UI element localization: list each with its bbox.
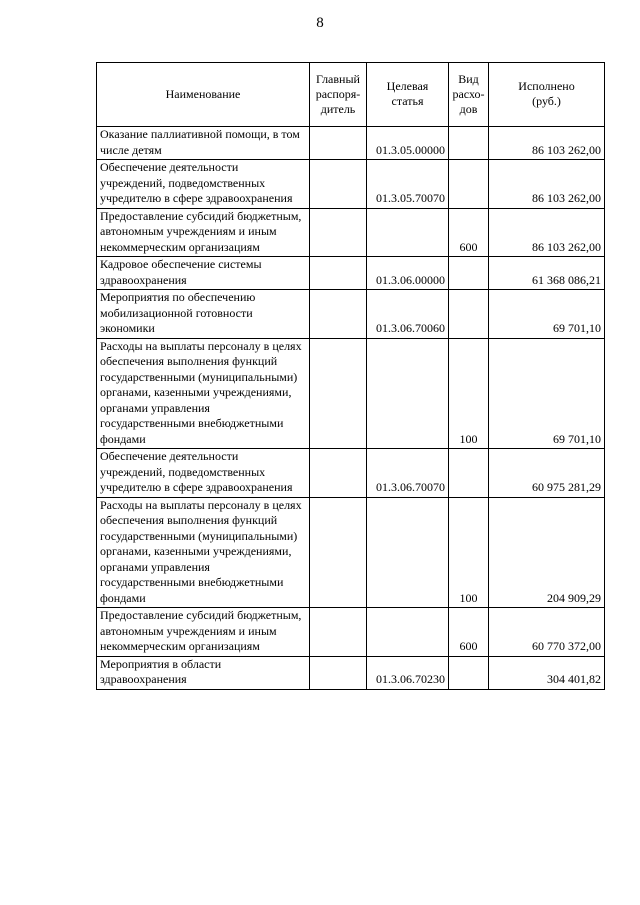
row-kind bbox=[449, 257, 489, 290]
row-manager bbox=[310, 127, 367, 160]
row-manager bbox=[310, 449, 367, 498]
row-done: 69 701,10 bbox=[489, 338, 605, 449]
expenditure-table bbox=[96, 62, 605, 690]
header-name-label: Наименование bbox=[165, 86, 241, 101]
row-article bbox=[367, 608, 449, 657]
row-done: 86 103 262,00 bbox=[489, 127, 605, 160]
table-row bbox=[97, 338, 605, 449]
table-row bbox=[97, 127, 605, 160]
header-manager-line1: Главный bbox=[316, 71, 360, 86]
row-kind: 600 bbox=[449, 608, 489, 657]
row-article bbox=[367, 338, 449, 449]
header-manager-line2: распоря- bbox=[315, 86, 361, 101]
row-manager bbox=[310, 656, 367, 689]
header-manager-line3: дитель bbox=[320, 101, 356, 116]
row-kind: 100 bbox=[449, 497, 489, 608]
row-manager bbox=[310, 338, 367, 449]
header-kind bbox=[449, 63, 489, 127]
row-done: 204 909,29 bbox=[489, 497, 605, 608]
row-manager bbox=[310, 290, 367, 339]
row-name: Обеспечение деятельности учреждений, подведомственных учредителю в сфере здравоохранения bbox=[97, 160, 310, 209]
row-kind bbox=[449, 160, 489, 209]
header-manager bbox=[310, 63, 367, 127]
header-article-line2: статья bbox=[391, 94, 424, 108]
row-kind bbox=[449, 449, 489, 498]
row-article: 01.3.05.70070 bbox=[367, 160, 449, 209]
row-done: 60 975 281,29 bbox=[489, 449, 605, 498]
header-kind-line1: Вид bbox=[458, 71, 479, 86]
row-name: Мероприятия в области здравоохранения bbox=[97, 656, 310, 689]
row-article: 01.3.06.70060 bbox=[367, 290, 449, 339]
row-done: 86 103 262,00 bbox=[489, 160, 605, 209]
header-done bbox=[489, 63, 605, 127]
row-done: 60 770 372,00 bbox=[489, 608, 605, 657]
row-manager bbox=[310, 208, 367, 257]
row-name: Расходы на выплаты персоналу в целях обеспечения выполнения функций государственными (муниципальными) органами, казенными учреждениями, органами управления государственными внебюджетными фондами bbox=[97, 497, 310, 608]
header-done-line2: (руб.) bbox=[532, 94, 561, 108]
row-manager bbox=[310, 257, 367, 290]
header-kind-line3: дов bbox=[459, 101, 478, 116]
page-number: 8 bbox=[316, 15, 324, 31]
header-done-line1: Исполнено bbox=[518, 79, 575, 93]
header-article-line1: Целевая bbox=[386, 79, 429, 93]
row-name: Кадровое обеспечение системы здравоохранения bbox=[97, 257, 310, 290]
row-name: Предоставление субсидий бюджетным, автономным учреждениям и иным некоммерческим организациям bbox=[97, 208, 310, 257]
row-name: Оказание паллиативной помощи, в том числе детям bbox=[97, 127, 310, 160]
row-done: 86 103 262,00 bbox=[489, 208, 605, 257]
row-article: 01.3.05.00000 bbox=[367, 127, 449, 160]
row-name: Расходы на выплаты персоналу в целях обеспечения выполнения функций государственными (муниципальными) органами, казенными учреждениями, органами управления государственными внебюджетными фондами bbox=[97, 338, 310, 449]
table-row bbox=[97, 608, 605, 657]
row-name: Предоставление субсидий бюджетным, автономным учреждениям и иным некоммерческим организациям bbox=[97, 608, 310, 657]
table-row bbox=[97, 208, 605, 257]
row-article bbox=[367, 497, 449, 608]
row-article: 01.3.06.70230 bbox=[367, 656, 449, 689]
row-manager bbox=[310, 160, 367, 209]
row-article bbox=[367, 208, 449, 257]
row-manager bbox=[310, 497, 367, 608]
row-kind bbox=[449, 290, 489, 339]
row-kind: 100 bbox=[449, 338, 489, 449]
table-header-row bbox=[97, 63, 605, 127]
header-kind-line2: расхо- bbox=[452, 86, 485, 101]
table-row bbox=[97, 257, 605, 290]
header-name bbox=[97, 63, 310, 127]
row-kind bbox=[449, 656, 489, 689]
header-article bbox=[367, 63, 449, 127]
row-kind bbox=[449, 127, 489, 160]
table-row bbox=[97, 449, 605, 498]
table-row bbox=[97, 656, 605, 689]
row-name: Мероприятия по обеспечению мобилизационной готовности экономики bbox=[97, 290, 310, 339]
table-row bbox=[97, 290, 605, 339]
row-manager bbox=[310, 608, 367, 657]
row-kind: 600 bbox=[449, 208, 489, 257]
row-done: 69 701,10 bbox=[489, 290, 605, 339]
row-done: 304 401,82 bbox=[489, 656, 605, 689]
row-article: 01.3.06.70070 bbox=[367, 449, 449, 498]
row-done: 61 368 086,21 bbox=[489, 257, 605, 290]
table-row bbox=[97, 160, 605, 209]
row-name: Обеспечение деятельности учреждений, подведомственных учредителю в сфере здравоохранения bbox=[97, 449, 310, 498]
table-row bbox=[97, 497, 605, 608]
row-article: 01.3.06.00000 bbox=[367, 257, 449, 290]
